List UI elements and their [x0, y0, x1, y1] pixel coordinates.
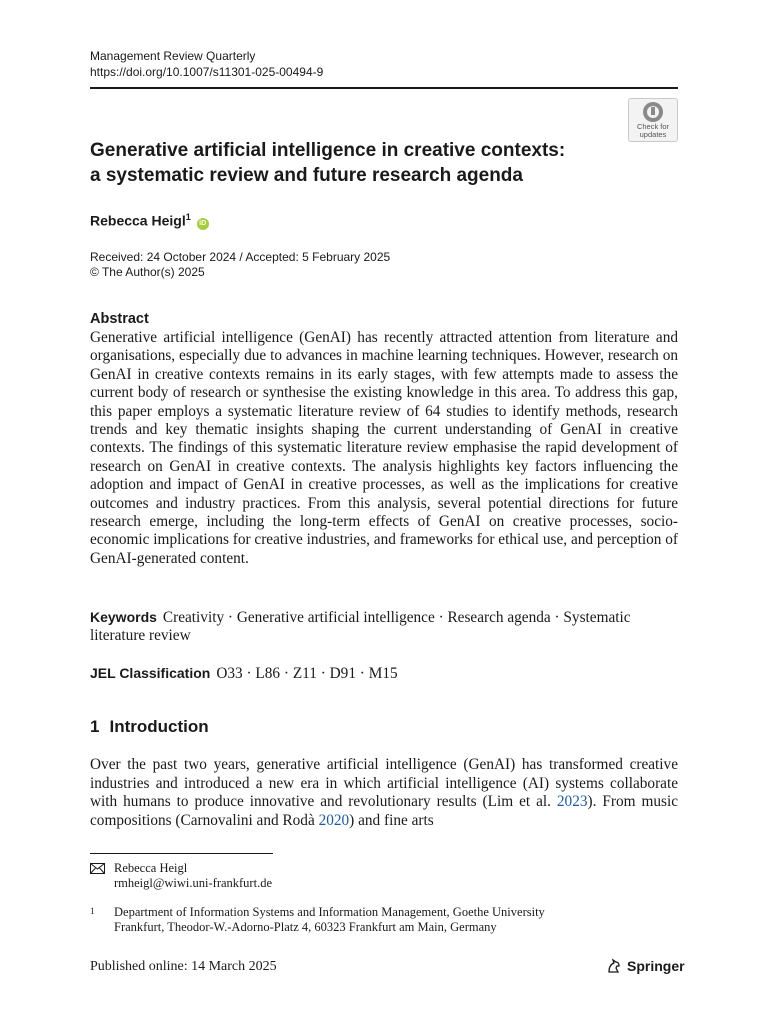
affiliation-mark: 1 [90, 906, 95, 916]
section-heading [90, 717, 209, 737]
publisher-name: Springer [627, 958, 685, 974]
doi-link[interactable]: https://doi.org/10.1007/s11301-025-00494-9 [90, 65, 324, 79]
journal-header [90, 48, 323, 80]
jel-classification [90, 664, 398, 683]
author-name[interactable]: Rebecca Heigl [90, 212, 186, 229]
jel-text: O33 · L86 · Z11 · D91 · M15 [216, 665, 398, 682]
jel-label: JEL Classification [90, 665, 211, 681]
header-rule [90, 87, 678, 89]
keywords-text: Creativity · Generative artificial intelligence · Research agenda · Systematic literature review [90, 609, 631, 645]
citation-link-lim-2023[interactable]: 2023 [556, 793, 588, 811]
intro-text-3: ) and fine arts [349, 811, 434, 829]
introduction-paragraph [90, 756, 678, 830]
title-line-1: Generative artificial intelligence in creative contexts: [90, 140, 566, 161]
publisher-logo [606, 958, 685, 974]
affiliation-line-1: Department of Information Systems and Information Management, Goethe University [114, 905, 545, 919]
citation-link-carnovalini-2020[interactable]: 2020 [318, 811, 350, 829]
keywords-label: Keywords [90, 609, 157, 625]
check-updates-icon [642, 101, 664, 123]
author-affiliation-mark: 1 [185, 212, 191, 222]
section-number: 1 [90, 717, 100, 736]
springer-horse-icon [606, 958, 622, 974]
section-title: Introduction [109, 717, 209, 736]
check-updates-text-2: updates [639, 130, 667, 139]
copyright: © The Author(s) 2025 [90, 265, 205, 279]
abstract-heading: Abstract [90, 311, 149, 327]
journal-name: Management Review Quarterly [90, 49, 256, 63]
check-for-updates-badge[interactable] [628, 98, 678, 142]
title-line-2: a systematic review and future research agenda [90, 165, 523, 186]
corresponding-email[interactable]: rmheigl@wiwi.uni-frankfurt.de [114, 876, 272, 890]
corresponding-name: Rebecca Heigl [114, 861, 188, 875]
abstract-text: Generative artificial intelligence (GenAI) has recently attracted attention from literature and organisations, especially due to advances in machine learning techniques. However, research on GenAI in creative contexts remains in its early stages, with few attempts made to assess the current body of research or synthesise the existing knowledge in this area. To address this gap, this paper employs a systematic literature review of 64 studies to identify methods, research trends and key thematic insights shaping the current understanding of GenAI in creative contexts. The findings of this systematic literature review emphasise the rapid development of research on GenAI in creative contexts. The analysis highlights key factors influencing the adoption and impact of GenAI in creative processes, as well as the implications for creative outcomes and industry practices. From this analysis, several potential directions for future research emerge, including the long-term effects of GenAI on creative processes, socio-economic implications for creative industries, and frameworks for ethical use, and perception of GenAI-generated content. [90, 329, 678, 567]
footnote-rule [90, 853, 273, 854]
author-line [90, 208, 209, 230]
keywords [90, 608, 678, 646]
check-updates-text-1: Check for [636, 122, 670, 131]
intro-text-2: ). From music compositions (Carnovalini and Rodà [90, 793, 678, 829]
published-online: Published online: 14 March 2025 [90, 959, 277, 974]
article-dates [90, 250, 390, 280]
orcid-icon[interactable]: iD [197, 218, 209, 230]
intro-text-1: Over the past two years, generative artificial intelligence (GenAI) has transformed creative industries and introduced a new era in which artificial intelligence (AI) systems collaborate with humans to produce innovative and revolutionary results (Lim et al. [90, 756, 678, 811]
paper-title [90, 138, 610, 188]
received-accepted: Received: 24 October 2024 / Accepted: 5 February 2025 [90, 250, 391, 264]
affiliation-line-2: Frankfurt, Theodor-W.-Adorno-Platz 4, 60323 Frankfurt am Main, Germany [114, 920, 497, 934]
envelope-icon [90, 863, 105, 878]
